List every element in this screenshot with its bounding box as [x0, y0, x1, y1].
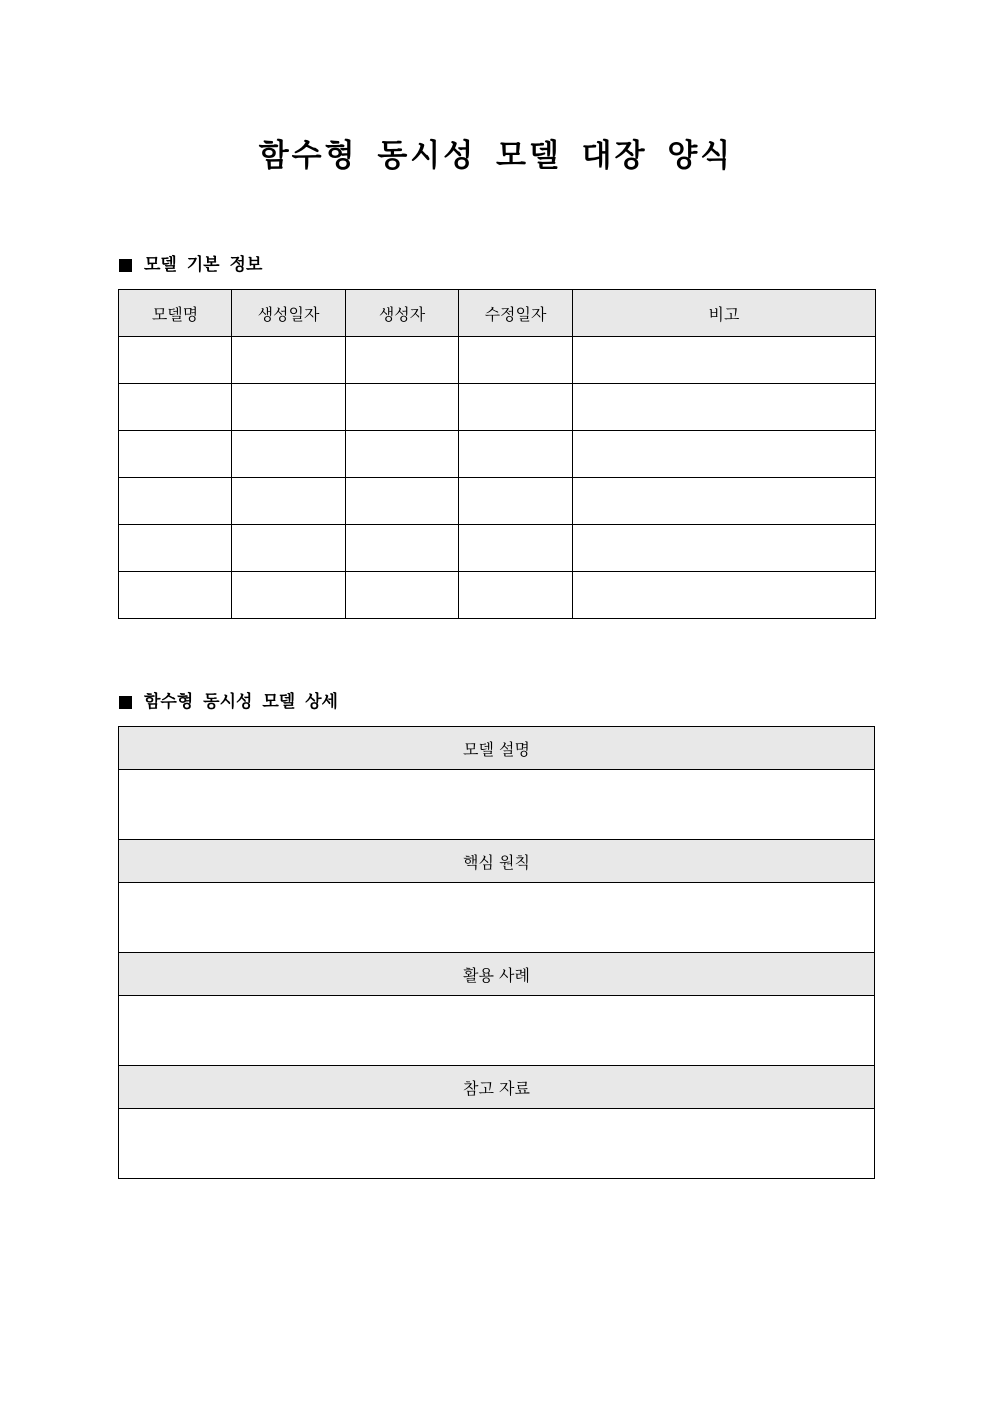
detail-content-row — [119, 770, 875, 840]
detail-content-references[interactable] — [119, 1109, 875, 1179]
table-cell[interactable] — [119, 337, 232, 384]
detail-content-core-principles[interactable] — [119, 883, 875, 953]
detail-header-row — [119, 1066, 875, 1109]
table-row — [119, 572, 876, 619]
square-bullet-icon — [119, 696, 132, 709]
table-cell[interactable] — [346, 337, 459, 384]
table-cell[interactable] — [459, 384, 573, 431]
detail-content-row — [119, 1109, 875, 1179]
basic-info-table — [118, 289, 876, 619]
table-cell[interactable] — [232, 384, 346, 431]
table-cell[interactable] — [119, 525, 232, 572]
detail-content-use-cases[interactable] — [119, 996, 875, 1066]
table-cell[interactable] — [346, 572, 459, 619]
table-cell[interactable] — [459, 572, 573, 619]
table-cell[interactable] — [459, 525, 573, 572]
table-header-row — [119, 290, 876, 337]
section-heading-label: 함수형 동시성 모델 상세 — [144, 692, 338, 712]
column-header-creator: 생성자 — [346, 290, 459, 337]
table-cell[interactable] — [232, 431, 346, 478]
table-cell[interactable] — [232, 525, 346, 572]
table-cell[interactable] — [346, 431, 459, 478]
table-row — [119, 431, 876, 478]
table-row — [119, 478, 876, 525]
detail-label-core-principles: 핵심 원칙 — [119, 840, 875, 883]
column-header-remarks: 비고 — [573, 290, 876, 337]
section-heading-label: 모델 기본 정보 — [144, 255, 263, 275]
table-cell[interactable] — [459, 431, 573, 478]
table-cell[interactable] — [346, 478, 459, 525]
table-cell[interactable] — [573, 572, 876, 619]
detail-label-use-cases: 활용 사례 — [119, 953, 875, 996]
model-detail-table — [118, 726, 875, 1179]
table-cell[interactable] — [119, 478, 232, 525]
table-cell[interactable] — [346, 525, 459, 572]
detail-content-model-description[interactable] — [119, 770, 875, 840]
table-cell[interactable] — [232, 478, 346, 525]
page-title: 함수형 동시성 모델 대장 양식 — [258, 138, 734, 174]
table-cell[interactable] — [573, 337, 876, 384]
table-cell[interactable] — [573, 431, 876, 478]
table-cell[interactable] — [119, 572, 232, 619]
detail-label-references: 참고 자료 — [119, 1066, 875, 1109]
detail-header-row — [119, 727, 875, 770]
detail-content-row — [119, 996, 875, 1066]
detail-label-model-description: 모델 설명 — [119, 727, 875, 770]
table-cell[interactable] — [119, 431, 232, 478]
section-heading-basic-info — [119, 253, 262, 277]
table-row — [119, 525, 876, 572]
table-row — [119, 337, 876, 384]
section-heading-model-detail — [119, 690, 338, 714]
detail-content-row — [119, 883, 875, 953]
column-header-created-date: 생성일자 — [232, 290, 346, 337]
detail-header-row — [119, 840, 875, 883]
detail-header-row — [119, 953, 875, 996]
table-cell[interactable] — [573, 478, 876, 525]
table-cell[interactable] — [346, 384, 459, 431]
column-header-modified-date: 수정일자 — [459, 290, 573, 337]
table-row — [119, 384, 876, 431]
table-cell[interactable] — [232, 572, 346, 619]
table-cell[interactable] — [232, 337, 346, 384]
square-bullet-icon — [119, 259, 132, 272]
table-cell[interactable] — [119, 384, 232, 431]
table-cell[interactable] — [573, 525, 876, 572]
table-cell[interactable] — [459, 478, 573, 525]
table-cell[interactable] — [573, 384, 876, 431]
column-header-model-name: 모델명 — [119, 290, 232, 337]
table-cell[interactable] — [459, 337, 573, 384]
